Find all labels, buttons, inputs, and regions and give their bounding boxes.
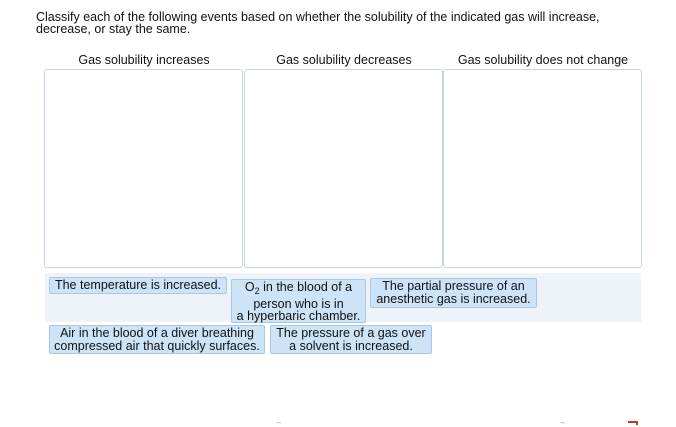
tile-text-line-1: The partial pressure of an	[382, 279, 525, 293]
tile-text-line-3: a hyperbaric chamber.	[236, 309, 361, 323]
tile-diver-surfaces[interactable]	[49, 325, 265, 354]
bin-header-increases: Gas solubility increases	[78, 53, 210, 67]
tile-partial-pressure-anesthetic[interactable]	[370, 278, 537, 308]
tile-text: The temperature is increased.	[54, 278, 222, 292]
o2-line-rest: in the blood of a	[259, 280, 353, 294]
tile-pressure-over-solvent[interactable]	[270, 325, 432, 354]
o2-subscript: 2	[254, 286, 260, 296]
tile-text-line-2: person who is in	[253, 296, 344, 311]
prompt-line-1: Classify each of the following events based on whether the solubility of the indicated gas will increase,	[36, 10, 600, 24]
bin-header-no-change: Gas solubility does not change	[457, 53, 629, 67]
tile-o2-hyperbaric[interactable]	[231, 279, 366, 323]
tile-text-line-1	[236, 281, 361, 298]
tile-temperature-increased[interactable]	[49, 277, 227, 294]
bottom-edge-mark-left	[276, 422, 281, 426]
bottom-edge-mark-red-stem	[636, 421, 638, 425]
question-prompt	[36, 11, 636, 35]
bin-no-change-dropzone[interactable]	[443, 69, 642, 268]
bin-increases-dropzone[interactable]	[44, 69, 243, 268]
bottom-edge-mark-middle	[560, 422, 565, 426]
tile-text-line-1: Air in the blood of a diver breathing	[60, 326, 254, 340]
o2-symbol: O	[244, 280, 255, 294]
bin-header-decreases: Gas solubility decreases	[276, 53, 412, 67]
tile-text-line-2: anesthetic gas is increased.	[376, 291, 531, 306]
prompt-line-2: decrease, or stay the same.	[36, 22, 191, 36]
tile-text-line-2: a solvent is increased.	[289, 338, 413, 353]
tile-text-line-1: The pressure of a gas over	[276, 326, 426, 340]
tile-text-line-2: compressed air that quickly surfaces.	[54, 338, 260, 353]
bin-decreases-dropzone[interactable]	[244, 69, 443, 268]
